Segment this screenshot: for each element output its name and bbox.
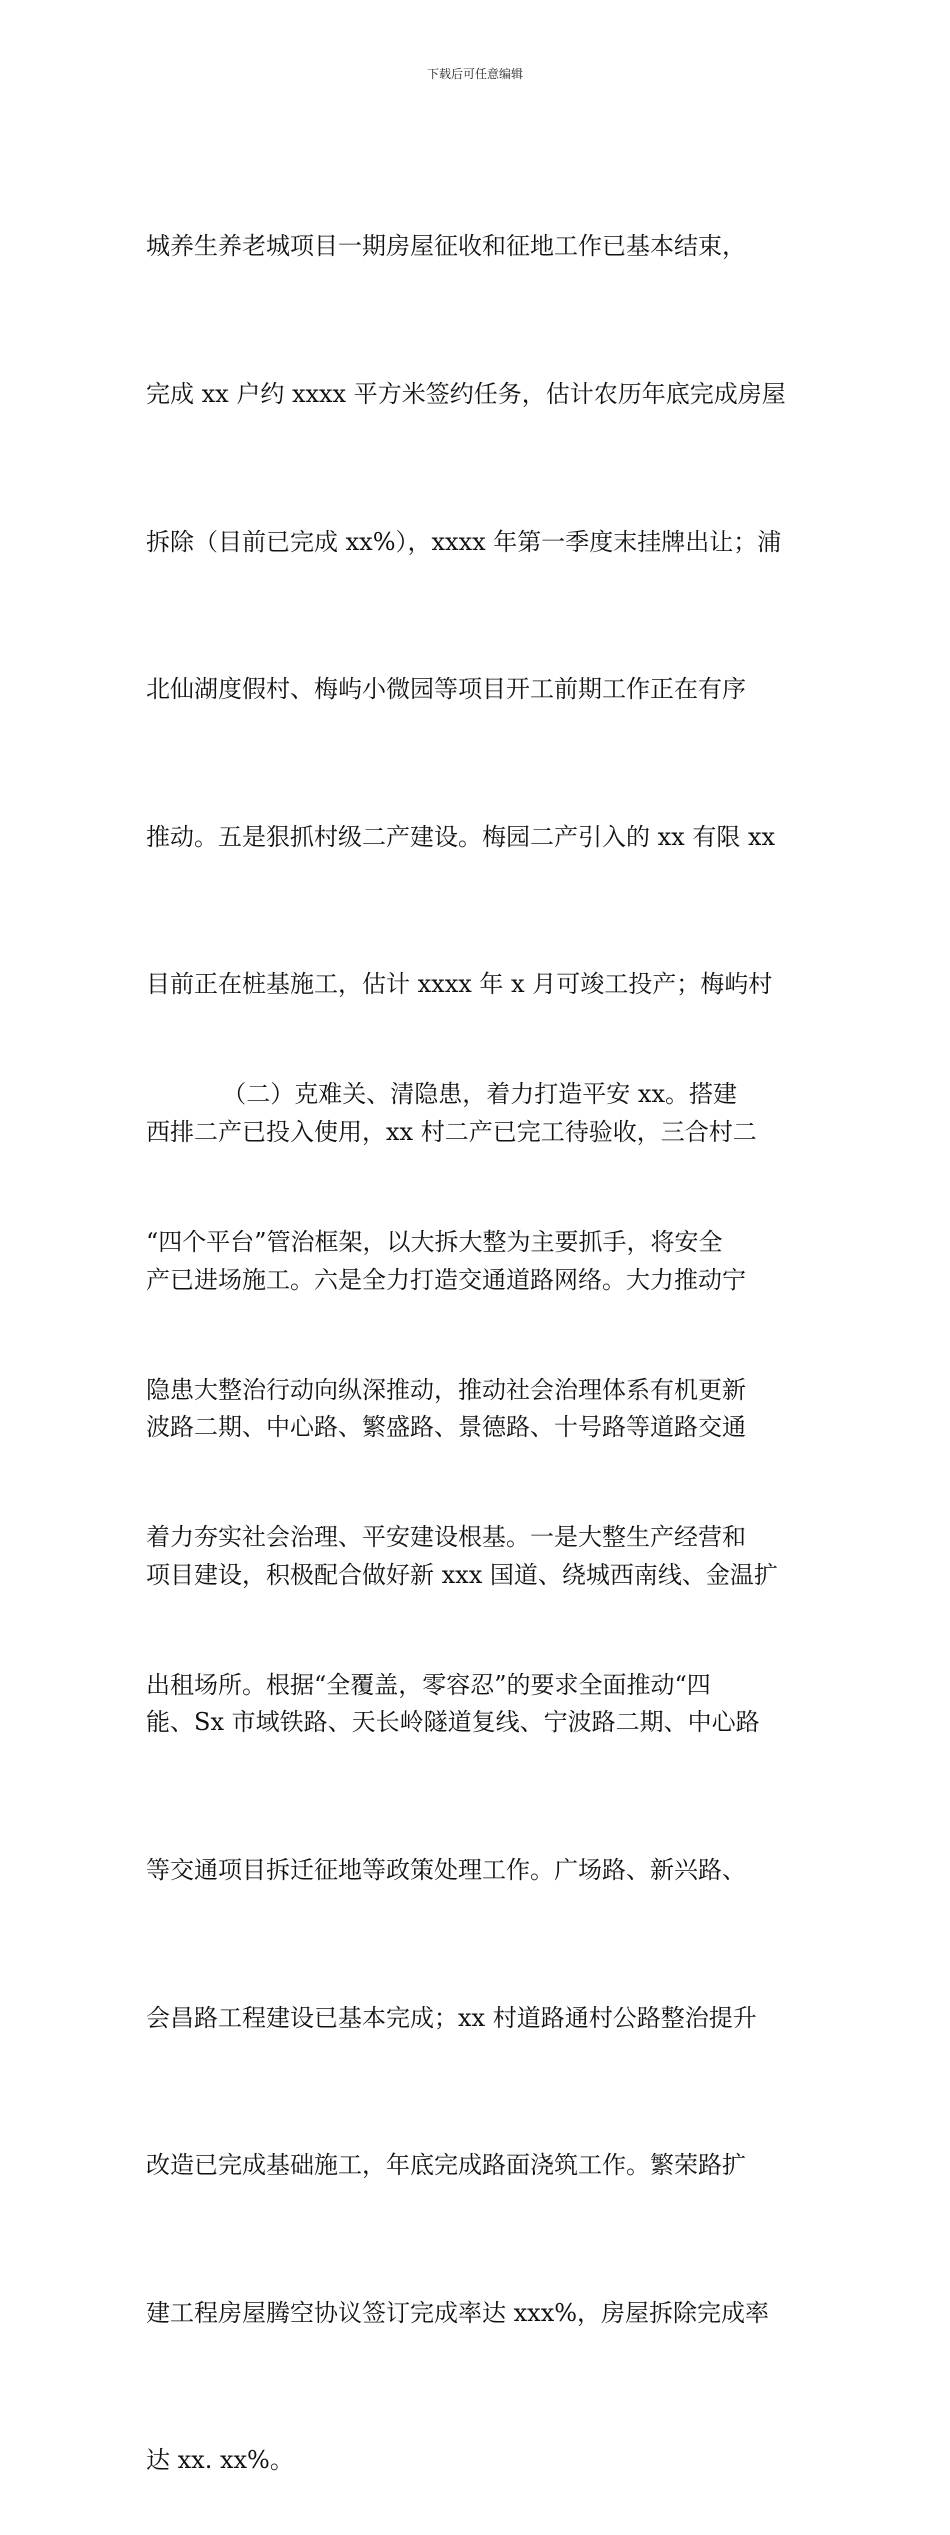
text-line: 目前正在桩基施工，估计 xxxx 年 x 月可竣工投产；梅屿村 — [146, 970, 773, 999]
text-line: （二）克难关、清隐患，着力打造平安 xx。搭建 — [146, 1080, 737, 1109]
text-line: 完成 xx 户约 xxxx 平方米签约任务，估计农历年底完成房屋 — [146, 380, 786, 408]
text-line: 产已进场施工。六是全力打造交通道路网络。大力推动宁 — [146, 1265, 746, 1294]
text-line: 推动。五是狠抓村级二产建设。梅园二产引入的 xx 有限 xx — [146, 822, 776, 851]
text-line: 能、Sx 市域铁路、天长岭隧道复线、宁波路二期、中心路 — [146, 1708, 760, 1737]
text-line: 西排二产已投入使用，xx 村二产已完工待验收，三合村二 — [146, 1117, 757, 1146]
text-line: 波路二期、中心路、繁盛路、景德路、十号路等道路交通 — [146, 1413, 746, 1442]
text-line: 北仙湖度假村、梅屿小微园等项目开工前期工作正在有序 — [146, 675, 746, 704]
text-line: 项目建设，积极配合做好新 xxx 国道、绕城西南线、金温扩 — [146, 1560, 778, 1589]
text-line: 达 xx. xx%。 — [146, 2446, 294, 2475]
text-line: 拆除（目前已完成 xx%），xxxx 年第一季度末挂牌出让；浦 — [146, 527, 782, 556]
page-header-note: 下载后可任意编辑 — [426, 67, 523, 81]
text-line: 建工程房屋腾空协议签订完成率达 xxx%，房屋拆除完成率 — [146, 2298, 770, 2327]
text-line: 等交通项目拆迁征地等政策处理工作。广场路、新兴路、 — [146, 1855, 746, 1884]
text-line: 城养生养老城项目一期房屋征收和征地工作已基本结束， — [146, 232, 746, 261]
text-line: 会昌路工程建设已基本完成；xx 村道路通村公路整治提升 — [146, 2003, 757, 2032]
text-line: 隐患大整治行动向纵深推动，推动社会治理体系有机更新 — [146, 1375, 746, 1404]
text-line: 出租场所。根据“全覆盖，零容忍”的要求全面推动“四 — [146, 1670, 711, 1699]
text-line: “四个平台”管治框架，以大拆大整为主要抓手，将安全 — [146, 1228, 723, 1256]
text-line: 改造已完成基础施工，年底完成路面浇筑工作。繁荣路扩 — [146, 2151, 746, 2180]
body-paragraph-2 — [146, 972, 816, 1759]
text-line: 着力夯实社会治理、平安建设根基。一是大整生产经营和 — [146, 1523, 746, 1552]
